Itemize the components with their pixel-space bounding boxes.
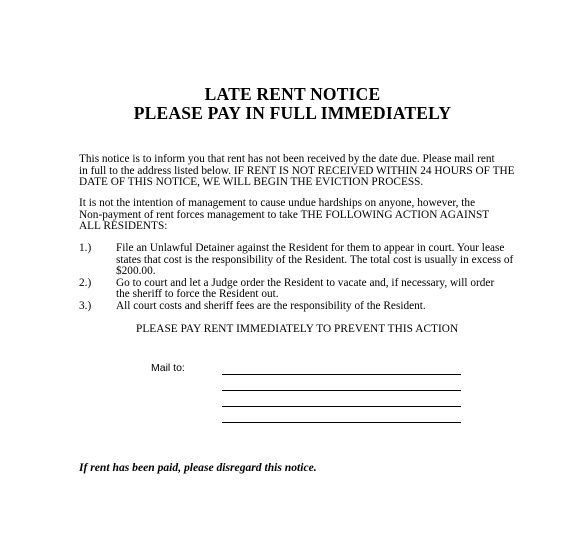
- action-number: 2.): [79, 276, 92, 289]
- action-line: Go to court and let a Judge order the Resident to vacate and, if necessary, will order: [116, 276, 495, 289]
- address-line-3: [222, 406, 461, 407]
- action-item-2: [79, 278, 519, 301]
- address-line-2: [222, 390, 461, 391]
- action-number: 3.): [79, 299, 92, 312]
- intro-paragraph-line: This notice is to inform you that rent has not been received by the date due. Please mail rent: [79, 153, 495, 165]
- call-to-action: PLEASE PAY RENT IMMEDIATELY TO PREVENT THIS ACTION: [136, 323, 459, 335]
- intro-paragraph: [79, 154, 519, 189]
- action-item-1: [79, 243, 519, 278]
- action-line: $200.00.: [116, 265, 156, 278]
- notice-subtitle: PLEASE PAY IN FULL IMMEDIATELY: [133, 103, 452, 123]
- intro-paragraph-line: DATE OF THIS NOTICE, WE WILL BEGIN THE EVICTION PROCESS.: [79, 176, 424, 189]
- action-line: All court costs and sheriff fees are the responsibility of the Resident.: [116, 299, 426, 312]
- intro-paragraph-line: in full to the address listed below. IF RENT IS NOT RECEIVED WITHIN 24 HOURS OF THE: [79, 164, 515, 177]
- action-item-3: [79, 301, 519, 313]
- mail-to-label: Mail to:: [151, 362, 185, 374]
- action-line: states that cost is the responsibility of the Resident. The total cost is usually in excess of: [116, 253, 514, 266]
- action-number: 1.): [79, 242, 92, 254]
- address-line-1: [222, 374, 461, 375]
- management-paragraph-line: ALL RESIDENTS:: [79, 220, 168, 233]
- management-paragraph-line: It is not the intention of management to cause undue hardships on anyone, however, the: [79, 197, 476, 209]
- address-line-4: [222, 422, 461, 423]
- management-paragraph: [79, 198, 519, 233]
- notice-title: LATE RENT NOTICE: [204, 84, 381, 104]
- action-line: the sheriff to force the Resident out.: [116, 288, 279, 301]
- disregard-note: If rent has been paid, please disregard this notice.: [79, 461, 317, 474]
- actions-list: [79, 243, 519, 313]
- management-paragraph-line: Non-payment of rent forces management to take THE FOLLOWING ACTION AGAINST: [79, 208, 490, 221]
- action-line: File an Unlawful Detainer against the Resident for them to appear in court. Your lease: [116, 242, 505, 254]
